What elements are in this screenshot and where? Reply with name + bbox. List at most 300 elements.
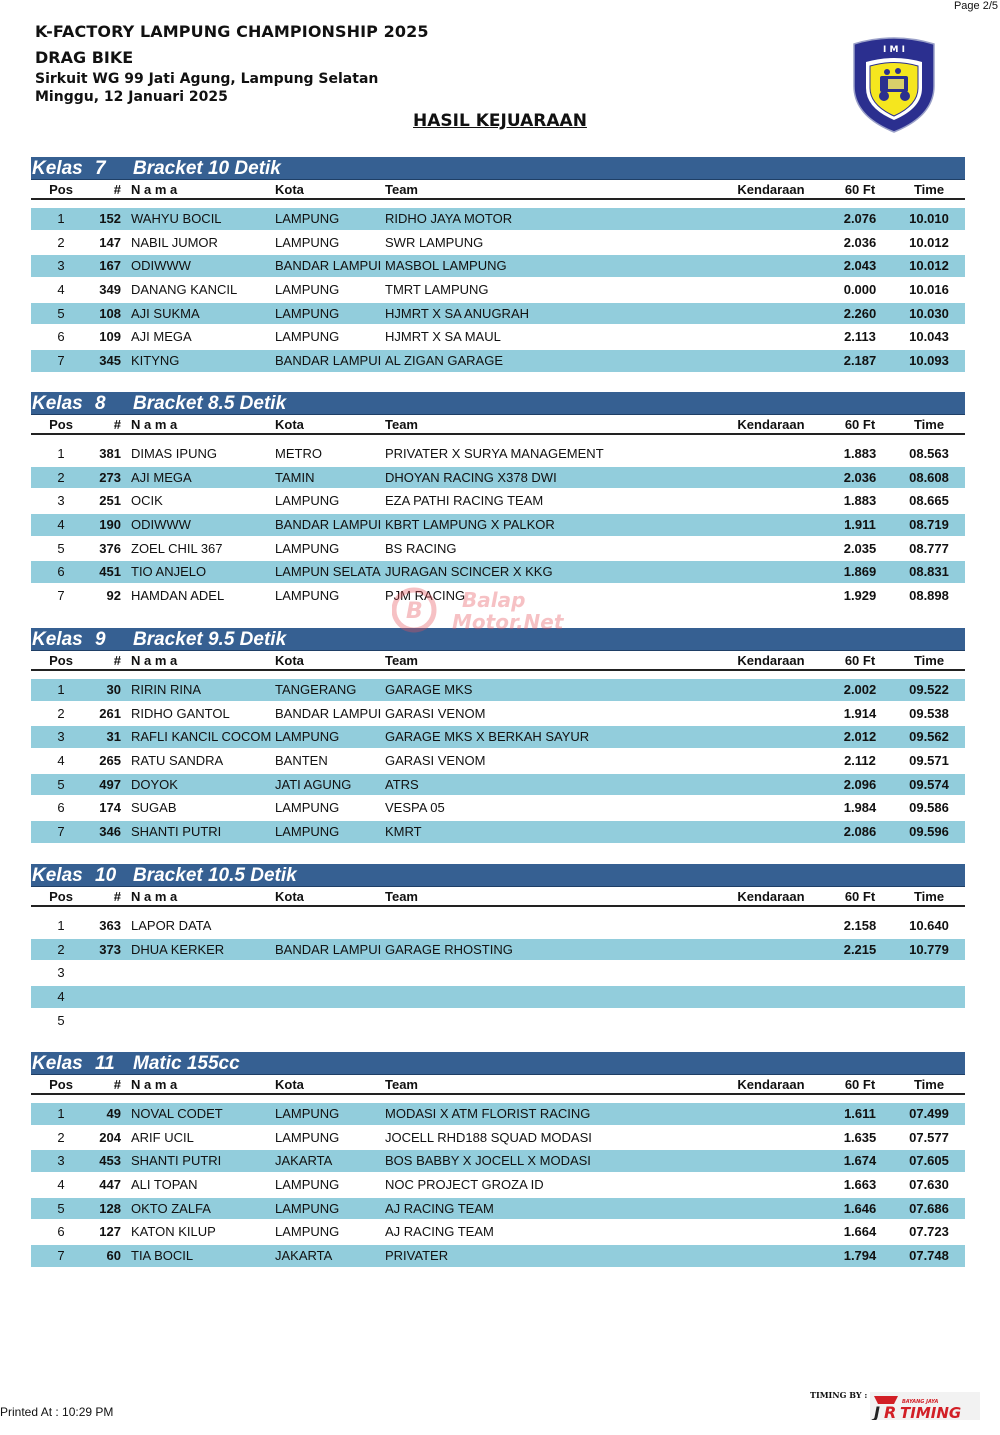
cell-kota: LAMPUNG — [275, 800, 340, 816]
result-row — [31, 1010, 965, 1034]
col-60ft: 60 Ft — [844, 1077, 876, 1092]
col-kendaraan: Kendaraan — [737, 182, 805, 197]
col-nama: N a m a — [131, 417, 178, 432]
result-row — [31, 1221, 965, 1245]
cell-nama: SUGAB — [131, 800, 177, 816]
date-text: Minggu, 12 Januari 2025 — [35, 89, 228, 105]
cell-pos: 3 — [57, 493, 65, 509]
cell-nama: TIA BOCIL — [131, 1248, 194, 1264]
cell-60ft: 1.984 — [843, 800, 877, 816]
cell-nama: OCIK — [131, 493, 163, 509]
svg-text:Balap: Balap — [462, 588, 526, 612]
cell-kota: JAKARTA — [275, 1248, 333, 1264]
cell-team: AJ RACING TEAM — [385, 1224, 494, 1240]
cell-time: 07.748 — [909, 1248, 949, 1264]
result-row — [31, 467, 965, 491]
timing-brand-logo-icon — [870, 1392, 980, 1420]
cell-number: 349 — [99, 282, 121, 298]
result-row — [31, 821, 965, 845]
cell-pos: 7 — [57, 824, 65, 840]
result-row — [31, 514, 965, 538]
cell-time: 10.030 — [909, 305, 949, 321]
result-row — [31, 703, 965, 727]
cell-pos: 1 — [57, 211, 65, 226]
cell-team: JURAGAN SCINCER X KKG — [385, 564, 553, 580]
col-60ft: 60 Ft — [844, 889, 876, 904]
cell-pos: 5 — [57, 1012, 65, 1028]
cell-number: 31 — [106, 729, 121, 745]
cell-number: 453 — [99, 1153, 121, 1169]
cell-nama: NOVAL CODET — [131, 1106, 223, 1121]
cell-nama: AJI MEGA — [131, 329, 192, 345]
class-header-band — [31, 157, 965, 180]
cell-number: 497 — [99, 776, 121, 792]
kelas-number: 7 — [95, 158, 106, 179]
printed-at: Printed At : 10:29 PM — [0, 1405, 114, 1419]
cell-time: 09.562 — [909, 729, 949, 745]
cell-kota: LAMPUNG — [275, 729, 340, 745]
result-row — [31, 490, 965, 514]
cell-number: 190 — [99, 517, 121, 533]
cell-time: 07.499 — [909, 1106, 949, 1121]
cell-60ft: 1.869 — [843, 564, 877, 580]
cell-pos: 7 — [57, 353, 65, 369]
cell-team: PJM RACING — [385, 588, 466, 604]
class-section-kelas-7 — [31, 157, 965, 374]
cell-kota: BANDAR LAMPUI — [275, 705, 382, 721]
column-headers — [31, 887, 965, 907]
cell-nama: RIRIN RINA — [131, 682, 202, 697]
cell-pos: 5 — [57, 776, 65, 792]
cell-kota: LAMPUNG — [275, 493, 340, 509]
cell-kota: LAMPUNG — [275, 824, 340, 840]
cell-team: NOC PROJECT GROZA ID — [385, 1177, 544, 1193]
cell-pos: 6 — [57, 1224, 65, 1240]
col-nama: N a m a — [131, 889, 178, 904]
col-number: # — [113, 653, 121, 668]
cell-60ft: 2.036 — [843, 469, 877, 485]
cell-number: 261 — [99, 705, 121, 721]
kelas-number: 11 — [95, 1053, 115, 1074]
cell-number: 447 — [99, 1177, 121, 1193]
col-team: Team — [385, 1077, 418, 1092]
kelas-title: Bracket 9.5 Detik — [133, 629, 287, 650]
col-time: Time — [913, 889, 945, 904]
column-headers — [31, 415, 965, 435]
result-row — [31, 962, 965, 986]
col-time: Time — [913, 1077, 945, 1092]
col-number: # — [113, 889, 121, 904]
cell-number: 451 — [99, 564, 121, 580]
cell-team: GARAGE MKS — [385, 682, 473, 697]
cell-kota: METRO — [275, 446, 322, 461]
cell-number: 204 — [99, 1129, 121, 1145]
cell-kota: LAMPUNG — [275, 305, 340, 321]
cell-number: 92 — [106, 588, 121, 604]
cell-nama: DHUA KERKER — [131, 941, 225, 957]
cell-time: 10.016 — [909, 282, 949, 298]
cell-60ft: 2.260 — [843, 305, 877, 321]
col-nama: N a m a — [131, 182, 178, 197]
cell-team: VESPA 05 — [385, 800, 445, 816]
svg-text:TIMING: TIMING — [900, 1404, 962, 1420]
cell-number: 376 — [99, 540, 121, 556]
cell-kota: BANDAR LAMPUI — [275, 353, 382, 369]
cell-nama: ZOEL CHIL 367 — [131, 540, 223, 556]
cell-team: EZA PATHI RACING TEAM — [385, 493, 544, 509]
cell-nama: ODIWWW — [131, 517, 191, 533]
col-pos: Pos — [49, 653, 73, 668]
col-kota: Kota — [275, 417, 304, 432]
col-team: Team — [385, 653, 418, 668]
cell-kota: LAMPUNG — [275, 1224, 340, 1240]
svg-text:I M I: I M I — [883, 45, 905, 55]
cell-nama: RATU SANDRA — [131, 753, 224, 769]
cell-time: 10.012 — [909, 258, 949, 274]
cell-time: 08.831 — [909, 564, 949, 580]
cell-pos: 1 — [57, 682, 65, 697]
cell-nama: RAFLI KANCIL COCOM — [131, 729, 272, 745]
cell-time: 07.605 — [909, 1153, 949, 1169]
cell-number: 373 — [99, 941, 121, 957]
cell-kota: LAMPUNG — [275, 282, 340, 298]
svg-text:R: R — [884, 1403, 897, 1420]
cell-pos: 4 — [57, 282, 65, 298]
result-row — [31, 1150, 965, 1174]
cell-time: 08.898 — [909, 588, 949, 604]
cell-number: 345 — [99, 353, 121, 369]
result-row — [31, 1198, 965, 1222]
cell-pos: 1 — [57, 918, 65, 933]
cell-60ft: 2.036 — [843, 234, 877, 250]
cell-nama: WAHYU BOCIL — [131, 211, 222, 226]
cell-pos: 4 — [57, 517, 65, 533]
cell-nama: KATON KILUP — [131, 1224, 216, 1240]
cell-team: PRIVATER — [385, 1248, 449, 1264]
cell-time: 08.719 — [909, 517, 949, 533]
cell-kota: LAMPUNG — [275, 540, 340, 556]
report-title: HASIL KEJUARAAN — [413, 111, 587, 131]
discipline-title: DRAG BIKE — [35, 48, 134, 67]
result-row — [31, 538, 965, 562]
cell-time: 09.538 — [909, 705, 949, 721]
kelas-title: Matic 155cc — [133, 1053, 240, 1074]
col-kota: Kota — [275, 889, 304, 904]
result-row — [31, 561, 965, 585]
result-row — [31, 939, 965, 963]
cell-60ft: 1.611 — [844, 1106, 876, 1121]
cell-kota: LAMPUNG — [275, 1200, 340, 1216]
result-row — [31, 750, 965, 774]
cell-60ft: 1.646 — [843, 1200, 877, 1216]
cell-time: 09.586 — [909, 800, 949, 816]
svg-text:B: B — [406, 599, 423, 624]
kelas-label: Kelas — [32, 629, 83, 650]
col-60ft: 60 Ft — [844, 182, 876, 197]
col-60ft: 60 Ft — [844, 653, 876, 668]
col-number: # — [113, 417, 121, 432]
cell-team: KBRT LAMPUNG X PALKOR — [385, 517, 555, 533]
cell-time: 10.043 — [909, 329, 949, 345]
cell-kota: BANTEN — [275, 753, 328, 769]
result-row — [31, 326, 965, 350]
cell-team: TMRT LAMPUNG — [385, 282, 489, 298]
result-row — [31, 1127, 965, 1151]
cell-number: 49 — [106, 1106, 121, 1121]
cell-60ft: 2.215 — [843, 941, 877, 957]
col-kota: Kota — [275, 653, 304, 668]
cell-60ft: 2.187 — [843, 353, 877, 369]
cell-nama: NABIL JUMOR — [131, 234, 218, 250]
result-row — [31, 915, 965, 939]
venue-text: Sirkuit WG 99 Jati Agung, Lampung Selatan — [35, 71, 379, 87]
class-section-kelas-8 — [31, 392, 965, 609]
cell-pos: 6 — [57, 564, 65, 580]
cell-pos: 5 — [57, 540, 65, 556]
cell-60ft: 2.012 — [843, 729, 877, 745]
cell-pos: 7 — [57, 588, 65, 604]
cell-nama: DANANG KANCIL — [131, 282, 238, 298]
class-section-kelas-9 — [31, 628, 965, 845]
cell-nama: ODIWWW — [131, 258, 191, 274]
svg-text:J: J — [874, 1403, 880, 1420]
cell-pos: 3 — [57, 965, 65, 981]
cell-team: PRIVATER X SURYA MANAGEMENT — [385, 446, 604, 461]
col-kota: Kota — [275, 182, 304, 197]
timing-label: TIMING BY : — [810, 1390, 868, 1400]
col-team: Team — [385, 182, 418, 197]
cell-number: 273 — [99, 469, 121, 485]
cell-pos: 3 — [57, 258, 65, 274]
col-kendaraan: Kendaraan — [737, 417, 805, 432]
cell-kota: LAMPUNG — [275, 234, 340, 250]
column-headers — [31, 180, 965, 200]
cell-kota: LAMPUNG — [275, 329, 340, 345]
cell-nama: KITYNG — [131, 353, 180, 369]
cell-team: BOS BABBY X JOCELL X MODASI — [385, 1153, 591, 1169]
cell-time: 10.779 — [909, 941, 949, 957]
col-nama: N a m a — [131, 653, 178, 668]
col-number: # — [113, 1077, 121, 1092]
cell-time: 10.640 — [909, 918, 949, 933]
kelas-number: 10 — [95, 865, 117, 886]
cell-time: 10.093 — [909, 353, 949, 369]
col-kendaraan: Kendaraan — [737, 1077, 805, 1092]
cell-kota: LAMPUN SELATA — [275, 564, 381, 580]
imi-logo-icon — [850, 36, 938, 134]
result-row — [31, 986, 965, 1010]
cell-number: 147 — [99, 234, 121, 250]
cell-pos: 2 — [57, 705, 65, 721]
cell-team: JOCELL RHD188 SQUAD MODASI — [385, 1129, 592, 1145]
cell-nama: RIDHO GANTOL — [131, 705, 230, 721]
cell-pos: 4 — [57, 989, 65, 1005]
cell-team: GARAGE MKS X BERKAH SAYUR — [385, 729, 590, 745]
cell-kota: LAMPUNG — [275, 1129, 340, 1145]
cell-pos: 2 — [57, 234, 65, 250]
cell-pos: 1 — [57, 1106, 65, 1121]
col-time: Time — [913, 182, 945, 197]
cell-nama: DIMAS IPUNG — [131, 446, 217, 461]
col-kota: Kota — [275, 1077, 304, 1092]
cell-pos: 2 — [57, 941, 65, 957]
kelas-title: Bracket 8.5 Detik — [133, 393, 287, 414]
cell-pos: 5 — [57, 1200, 65, 1216]
cell-pos: 2 — [57, 1129, 65, 1145]
cell-kota: LAMPUNG — [275, 588, 340, 604]
cell-time: 07.723 — [909, 1224, 949, 1240]
watermark-logo-icon — [392, 585, 612, 635]
cell-team: GARASI VENOM — [385, 753, 486, 769]
cell-team: SWR LAMPUNG — [385, 234, 484, 250]
cell-nama: OKTO ZALFA — [131, 1200, 211, 1216]
cell-60ft: 1.794 — [843, 1248, 877, 1264]
cell-time: 09.522 — [909, 682, 949, 697]
cell-pos: 2 — [57, 469, 65, 485]
cell-60ft: 1.663 — [843, 1177, 877, 1193]
kelas-label: Kelas — [32, 393, 83, 414]
svg-text:Motor.Net: Motor.Net — [452, 610, 564, 634]
result-row — [31, 303, 965, 327]
cell-60ft: 1.674 — [843, 1153, 877, 1169]
kelas-number: 8 — [95, 393, 106, 414]
cell-number: 381 — [99, 446, 121, 461]
result-row — [31, 1245, 965, 1269]
svg-text:BAYANG JAYA: BAYANG JAYA — [902, 1399, 939, 1405]
col-pos: Pos — [49, 889, 73, 904]
cell-kota: LAMPUNG — [275, 211, 340, 226]
cell-time: 07.630 — [909, 1177, 949, 1193]
cell-pos: 6 — [57, 800, 65, 816]
kelas-title: Bracket 10.5 Detik — [133, 865, 297, 886]
cell-time: 07.686 — [909, 1200, 949, 1216]
cell-pos: 5 — [57, 305, 65, 321]
cell-team: MODASI X ATM FLORIST RACING — [385, 1106, 591, 1121]
cell-pos: 3 — [57, 729, 65, 745]
result-row — [31, 1103, 965, 1127]
result-row — [31, 350, 965, 374]
cell-60ft: 1.883 — [843, 446, 877, 461]
cell-time: 07.577 — [909, 1129, 949, 1145]
cell-team: AL ZIGAN GARAGE — [385, 353, 503, 369]
kelas-title: Bracket 10 Detik — [133, 158, 281, 179]
cell-time: 08.608 — [909, 469, 949, 485]
cell-team: MASBOL LAMPUNG — [385, 258, 507, 274]
cell-time: 08.563 — [909, 446, 949, 461]
cell-60ft: 2.096 — [843, 776, 877, 792]
cell-kota: JATI AGUNG — [275, 776, 352, 792]
cell-time: 09.574 — [909, 776, 949, 792]
col-kendaraan: Kendaraan — [737, 889, 805, 904]
cell-pos: 4 — [57, 1177, 65, 1193]
cell-team: HJMRT X SA MAUL — [385, 329, 501, 345]
cell-number: 251 — [99, 493, 121, 509]
class-header-band — [31, 1052, 965, 1075]
timing-by — [810, 1388, 980, 1422]
result-row — [31, 1174, 965, 1198]
cell-pos: 1 — [57, 446, 65, 461]
cell-time: 09.596 — [909, 824, 949, 840]
cell-time: 08.777 — [909, 540, 949, 556]
cell-time: 10.010 — [909, 211, 949, 226]
cell-kota: JAKARTA — [275, 1153, 333, 1169]
cell-60ft: 2.113 — [844, 329, 876, 345]
kelas-number: 9 — [95, 629, 106, 650]
cell-time: 10.012 — [909, 234, 949, 250]
result-row — [31, 797, 965, 821]
cell-kota: BANDAR LAMPUI — [275, 517, 382, 533]
cell-team: GARAGE RHOSTING — [385, 941, 513, 957]
cell-number: 30 — [106, 682, 121, 697]
cell-number: 346 — [99, 824, 121, 840]
page-indicator: Page 2/5 — [953, 0, 998, 12]
cell-60ft: 2.002 — [843, 682, 877, 697]
cell-pos: 6 — [57, 329, 65, 345]
cell-kota: BANDAR LAMPUI — [275, 941, 382, 957]
cell-pos: 3 — [57, 1153, 65, 1169]
cell-nama: DOYOK — [131, 776, 178, 792]
cell-team: KMRT — [385, 824, 422, 840]
cell-nama: SHANTI PUTRI — [131, 824, 222, 840]
cell-kota: TAMIN — [275, 469, 315, 485]
cell-time: 08.665 — [909, 493, 949, 509]
col-pos: Pos — [49, 417, 73, 432]
col-team: Team — [385, 417, 418, 432]
cell-team: GARASI VENOM — [385, 705, 486, 721]
cell-nama: SHANTI PUTRI — [131, 1153, 222, 1169]
column-headers — [31, 651, 965, 671]
cell-kota: LAMPUNG — [275, 1177, 340, 1193]
cell-60ft: 2.112 — [844, 753, 876, 769]
event-title: K-FACTORY LAMPUNG CHAMPIONSHIP 2025 — [35, 22, 429, 41]
cell-kota: LAMPUNG — [275, 1106, 340, 1121]
result-row — [31, 232, 965, 256]
cell-60ft: 1.911 — [844, 517, 876, 533]
result-row — [31, 443, 965, 467]
result-row — [31, 208, 965, 232]
col-pos: Pos — [49, 182, 73, 197]
kelas-label: Kelas — [32, 1053, 83, 1074]
cell-pos: 4 — [57, 753, 65, 769]
cell-60ft: 2.158 — [843, 918, 877, 933]
cell-nama: ALI TOPAN — [131, 1177, 198, 1193]
cell-nama: ARIF UCIL — [131, 1129, 194, 1145]
cell-number: 128 — [99, 1200, 121, 1216]
col-number: # — [113, 182, 121, 197]
cell-60ft: 0.000 — [843, 282, 877, 298]
cell-number: 108 — [99, 305, 121, 321]
cell-team: HJMRT X SA ANUGRAH — [385, 305, 529, 321]
class-header-band — [31, 392, 965, 415]
result-row — [31, 726, 965, 750]
kelas-label: Kelas — [32, 158, 83, 179]
result-row — [31, 774, 965, 798]
cell-60ft: 2.076 — [843, 211, 877, 226]
cell-60ft: 1.914 — [843, 705, 877, 721]
col-pos: Pos — [49, 1077, 73, 1092]
result-row — [31, 255, 965, 279]
cell-60ft: 1.929 — [843, 588, 877, 604]
cell-nama: LAPOR DATA — [131, 918, 212, 933]
cell-kota: TANGERANG — [275, 682, 357, 697]
result-row — [31, 279, 965, 303]
cell-60ft: 1.883 — [843, 493, 877, 509]
cell-60ft: 2.043 — [843, 258, 877, 274]
cell-number: 363 — [99, 918, 121, 933]
cell-number: 127 — [99, 1224, 121, 1240]
cell-number: 167 — [99, 258, 121, 274]
col-time: Time — [913, 653, 945, 668]
